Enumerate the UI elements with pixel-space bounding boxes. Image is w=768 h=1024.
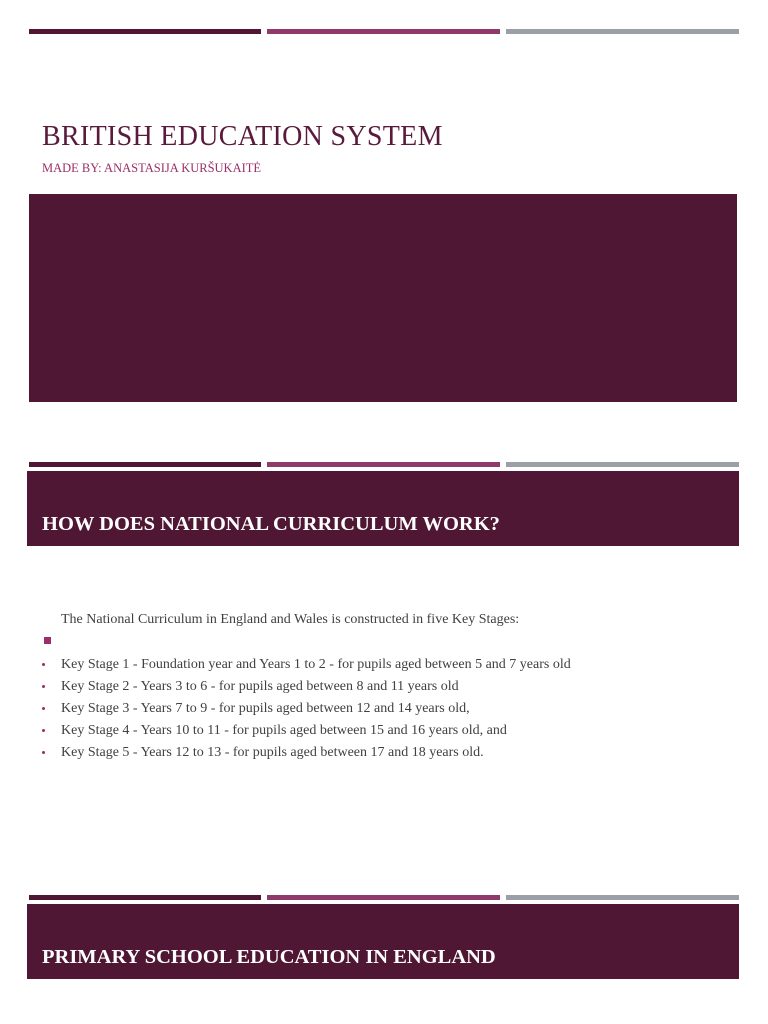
bullet-dot-icon [42, 685, 45, 688]
decor-bar-grey [506, 462, 739, 467]
bullet-dot-icon [42, 751, 45, 754]
key-stage-text: Key Stage 5 - Years 12 to 13 - for pupils aged between 17 and 18 years old. [61, 745, 484, 760]
decor-bar-plum [267, 462, 500, 467]
decor-bar-dark [29, 29, 261, 34]
key-stage-text: Key Stage 4 - Years 10 to 11 - for pupils aged between 15 and 16 years old, and [61, 723, 507, 738]
key-stage-text: Key Stage 1 - Foundation year and Years 1 to 2 - for pupils aged between 5 and 7 years old [61, 657, 571, 672]
decor-bar-grey [506, 29, 739, 34]
decor-bar-plum [267, 895, 500, 900]
bullet-dot-icon [42, 663, 45, 666]
key-stage-text: Key Stage 2 - Years 3 to 6 - for pupils aged between 8 and 11 years old [61, 679, 459, 694]
decor-bar-plum [267, 29, 500, 34]
decor-bar-grey [506, 895, 739, 900]
square-bullet-icon [44, 637, 51, 644]
section-heading: PRIMARY SCHOOL EDUCATION IN ENGLAND [42, 946, 496, 968]
decor-bar-dark [29, 895, 261, 900]
decor-bar-dark [29, 462, 261, 467]
key-stage-text: Key Stage 3 - Years 7 to 9 - for pupils aged between 12 and 14 years old, [61, 701, 470, 716]
slide-subtitle: MADE BY: ANASTASIJA KURŠUKAITĖ [42, 161, 262, 175]
section-heading: HOW DOES NATIONAL CURRICULUM WORK? [42, 513, 500, 535]
bullet-dot-icon [42, 707, 45, 710]
section-header-band [27, 904, 739, 979]
intro-text: The National Curriculum in England and Wales is constructed in five Key Stages: [61, 612, 520, 627]
title-color-block [29, 194, 737, 402]
bullet-dot-icon [42, 729, 45, 732]
section-header-band [27, 471, 739, 546]
slide-title: BRITISH EDUCATION SYSTEM [42, 121, 443, 152]
